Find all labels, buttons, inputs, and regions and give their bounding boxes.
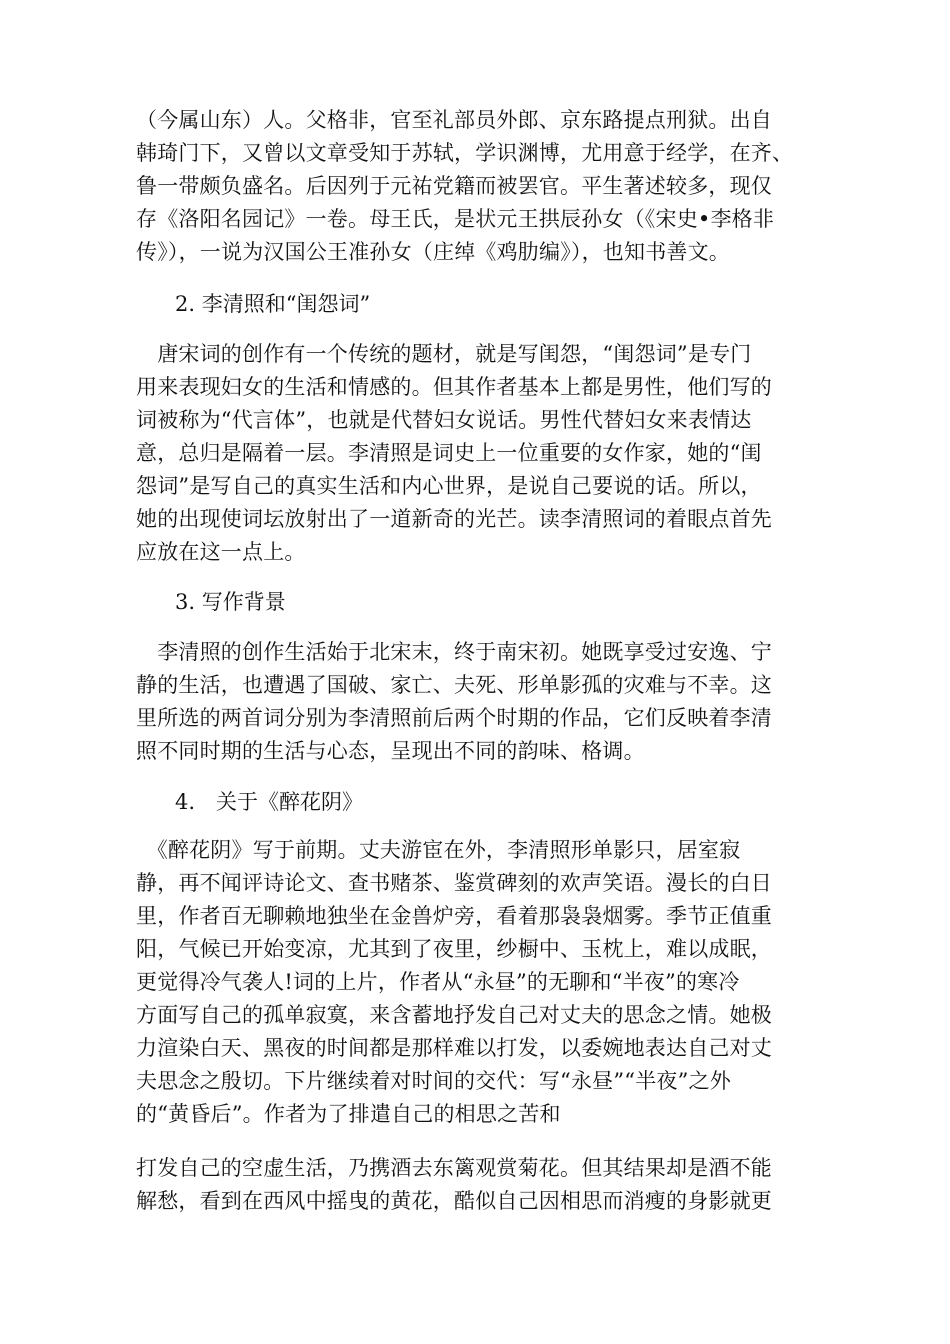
text-line: 解愁，看到在西风中摇曳的黄花，酷似自己因相思而消瘦的身影就更 <box>136 1189 772 1213</box>
text-line: 阳，气候已开始变凉，尤其到了夜里，纱橱中、玉枕上，难以成眠， <box>136 937 772 961</box>
text-line: 传》），一说为汉国公王准孙女（庄绰《鸡肋编》），也知书善文。 <box>136 240 730 264</box>
text-line: 意，总归是隔着一层。李清照是词史上一位重要的女作家，她的“闺 <box>136 441 762 465</box>
text-line: 《醉花阴》写于前期。丈夫游宦在外，李清照形单影只，居室寂 <box>136 838 741 862</box>
text-line: 打发自己的空虚生活，乃携酒去东篱观赏菊花。但其结果却是酒不能 <box>136 1156 772 1180</box>
text-line: 里，作者百无聊赖地独坐在金兽炉旁，看着那袅袅烟雾。季节正值重 <box>136 904 772 928</box>
intro-paragraph <box>136 104 826 269</box>
section-3-heading: 3. 写作背景 <box>175 590 286 614</box>
text-line: 照不同时期的生活与心态，呈现出不同的韵味、格调。 <box>136 739 645 763</box>
section-4-paragraph <box>136 834 826 1131</box>
section-3-paragraph <box>136 636 826 768</box>
text-line: 唐宋词的创作有一个传统的题材，就是写闺怨，“闺怨词”是专门 <box>136 342 752 366</box>
text-line: 的“黄昏后”。作者为了排遣自己的相思之苦和 <box>136 1102 561 1126</box>
text-line: 应放在这一点上。 <box>136 540 306 564</box>
text-line: 力渲染白天、黑夜的时间都是那样难以打发，以委婉地表达自己对丈 <box>136 1036 772 1060</box>
text-line: 夫思念之殷切。下片继续着对时间的交代：写“永昼”“半夜”之外 <box>136 1069 731 1093</box>
text-line: 静，再不闻评诗论文、查书赌茶、鉴赏碑刻的欢声笑语。漫长的白日 <box>136 871 772 895</box>
text-line: 用来表现妇女的生活和情感的。但其作者基本上都是男性，他们写的 <box>136 375 772 399</box>
text-line: 鲁一带颇负盛名。后因列于元祐党籍而被罢官。平生著述较多，现仅 <box>136 174 772 198</box>
text-line: 词被称为“代言体”，也就是代替妇女说话。男性代替妇女来表情达 <box>136 408 752 432</box>
section-2-heading: 2. 李清照和“闺怨词” <box>175 292 371 316</box>
text-line: （今属山东）人。父格非，官至礼部员外郎、京东路提点刑狱。出自 <box>136 108 772 132</box>
text-line: 静的生活，也遭遇了国破、家亡、夫死、形单影孤的灾难与不幸。这 <box>136 673 772 697</box>
text-line: 里所选的两首词分别为李清照前后两个时期的作品，它们反映着李清 <box>136 706 772 730</box>
text-line: 韩琦门下，又曾以文章受知于苏轼，学识渊博，尤用意于经学，在齐、 <box>136 141 794 165</box>
text-line: 存《洛阳名园记》一卷。母王氏，是状元王拱辰孙女（《宋史•李格非 <box>136 207 775 231</box>
text-line: 李清照的创作生活始于北宋末，终于南宋初。她既享受过安逸、宁 <box>136 640 772 664</box>
section-2-paragraph <box>136 338 826 569</box>
text-line: 方面写自己的孤单寂寞，来含蓄地抒发自己对丈夫的思念之情。她极 <box>136 1003 772 1027</box>
text-line: 怨词”是写自己的真实生活和内心世界，是说自己要说的话。所以， <box>136 474 762 498</box>
section-4-heading: 4. 关于《醉花阴》 <box>175 790 364 814</box>
text-line: 她的出现使词坛放射出了一道新奇的光芒。读李清照词的着眼点首先 <box>136 507 772 531</box>
continued-paragraph <box>136 1152 826 1218</box>
text-line: 更觉得冷气袭人!词的上片，作者从“永昼”的无聊和“半夜”的寒冷 <box>136 970 740 994</box>
